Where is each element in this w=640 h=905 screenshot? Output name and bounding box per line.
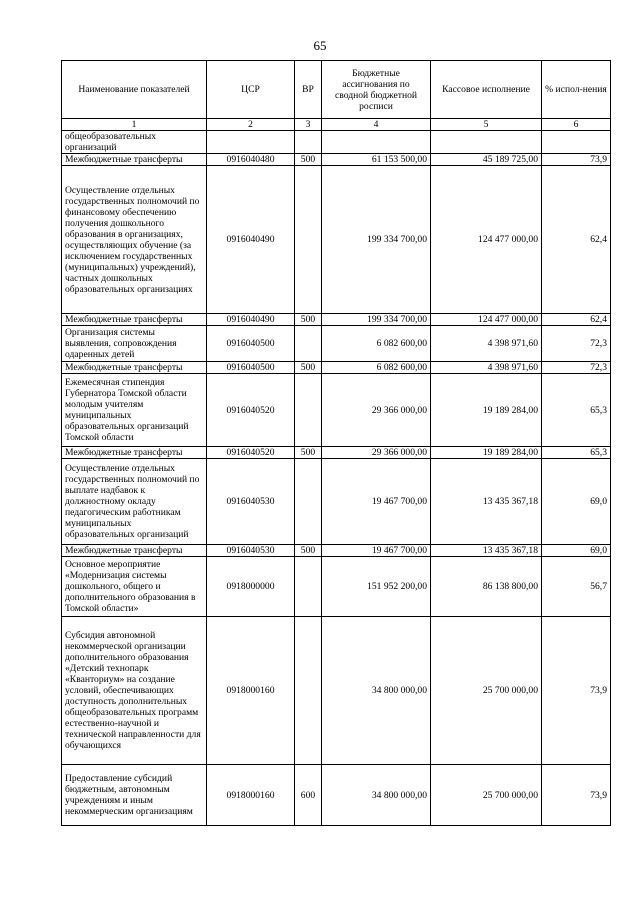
row-name: Межбюджетные трансферты (62, 545, 207, 557)
row-name: Предоставление субсидий бюджетным, автономным учреждениям и иным некоммерческим организациям (62, 765, 207, 826)
row-vr: 500 (295, 362, 322, 374)
row-execution: 4 398 971,60 (431, 362, 542, 374)
row-name: Межбюджетные трансферты (62, 314, 207, 326)
table-row (62, 459, 611, 545)
column-number: 1 (62, 119, 207, 131)
row-csr: 0918000160 (207, 765, 295, 826)
column-number: 4 (322, 119, 431, 131)
row-csr: 0918000000 (207, 557, 295, 617)
row-budget: 29 366 000,00 (322, 374, 431, 447)
table-header-row (62, 61, 611, 119)
row-execution: 19 189 284,00 (431, 374, 542, 447)
row-budget: 61 153 500,00 (322, 154, 431, 166)
row-vr: 500 (295, 314, 322, 326)
table-row (62, 166, 611, 314)
row-budget: 29 366 000,00 (322, 447, 431, 459)
header-percent: % испол-нения (542, 61, 611, 119)
row-budget: 19 467 700,00 (322, 459, 431, 545)
row-percent: 65,3 (542, 374, 611, 447)
header-vr: ВР (295, 61, 322, 119)
row-percent: 65,3 (542, 447, 611, 459)
row-csr: 0916040520 (207, 374, 295, 447)
row-csr: 0916040490 (207, 314, 295, 326)
row-vr (295, 326, 322, 362)
row-csr: 0918000160 (207, 617, 295, 765)
row-csr: 0916040530 (207, 545, 295, 557)
row-budget: 19 467 700,00 (322, 545, 431, 557)
row-percent: 62,4 (542, 314, 611, 326)
row-percent: 73,9 (542, 765, 611, 826)
table-row (62, 326, 611, 362)
row-csr: 0916040490 (207, 166, 295, 314)
row-percent: 73,9 (542, 154, 611, 166)
page-number: 65 (313, 38, 327, 53)
row-vr: 600 (295, 765, 322, 826)
row-name: общеобразовательных организаций (62, 131, 207, 154)
row-budget: 199 334 700,00 (322, 166, 431, 314)
table-row (62, 447, 611, 459)
row-vr (295, 617, 322, 765)
header-name: Наименование показателей (62, 61, 207, 119)
table-row (62, 557, 611, 617)
row-execution: 86 138 800,00 (431, 557, 542, 617)
row-name: Ежемесячная стипендия Губернатора Томской области молодым учителям муниципальных образовательных организаций Томской области (62, 374, 207, 447)
budget-execution-table (61, 60, 611, 826)
table-row (62, 765, 611, 826)
row-execution: 25 700 000,00 (431, 765, 542, 826)
table-row (62, 314, 611, 326)
row-budget (322, 131, 431, 154)
row-percent: 62,4 (542, 166, 611, 314)
row-name: Межбюджетные трансферты (62, 447, 207, 459)
table-row (62, 154, 611, 166)
row-percent: 56,7 (542, 557, 611, 617)
row-execution: 45 189 725,00 (431, 154, 542, 166)
row-vr (295, 557, 322, 617)
row-budget: 34 800 000,00 (322, 765, 431, 826)
row-csr: 0916040520 (207, 447, 295, 459)
row-execution: 124 477 000,00 (431, 166, 542, 314)
row-percent: 69,0 (542, 545, 611, 557)
row-execution: 4 398 971,60 (431, 326, 542, 362)
row-vr: 500 (295, 154, 322, 166)
column-number: 2 (207, 119, 295, 131)
row-vr (295, 374, 322, 447)
row-execution: 25 700 000,00 (431, 617, 542, 765)
row-execution (431, 131, 542, 154)
column-number: 3 (295, 119, 322, 131)
row-execution: 19 189 284,00 (431, 447, 542, 459)
row-budget: 6 082 600,00 (322, 326, 431, 362)
row-percent: 73,9 (542, 617, 611, 765)
row-budget: 34 800 000,00 (322, 617, 431, 765)
row-name: Организация системы выявления, сопровождения одаренных детей (62, 326, 207, 362)
row-vr (295, 459, 322, 545)
row-csr: 0916040530 (207, 459, 295, 545)
column-number: 6 (542, 119, 611, 131)
row-execution: 13 435 367,18 (431, 459, 542, 545)
header-execution: Кассовое исполнение (431, 61, 542, 119)
row-name: Межбюджетные трансферты (62, 362, 207, 374)
row-csr: 0916040500 (207, 326, 295, 362)
row-vr: 500 (295, 447, 322, 459)
table-row (62, 362, 611, 374)
row-csr (207, 131, 295, 154)
table-row (62, 617, 611, 765)
row-budget: 6 082 600,00 (322, 362, 431, 374)
table-row (62, 131, 611, 154)
row-execution: 124 477 000,00 (431, 314, 542, 326)
row-execution: 13 435 367,18 (431, 545, 542, 557)
header-budget: Бюджетные ассигнования по сводной бюджетной росписи (322, 61, 431, 119)
table-row (62, 374, 611, 447)
row-vr: 500 (295, 545, 322, 557)
column-number-row (62, 119, 611, 131)
column-number: 5 (431, 119, 542, 131)
row-budget: 199 334 700,00 (322, 314, 431, 326)
row-name: Межбюджетные трансферты (62, 154, 207, 166)
row-name: Основное мероприятие «Модернизация системы дошкольного, общего и дополнительного образования в Томской области» (62, 557, 207, 617)
row-vr (295, 166, 322, 314)
row-csr: 0916040500 (207, 362, 295, 374)
header-csr: ЦСР (207, 61, 295, 119)
row-percent: 72,3 (542, 362, 611, 374)
row-budget: 151 952 200,00 (322, 557, 431, 617)
row-percent: 69,0 (542, 459, 611, 545)
row-percent: 72,3 (542, 326, 611, 362)
row-name: Осуществление отдельных государственных полномочий по выплате надбавок к должностному окладу педагогическим работникам муниципальных образовательных организаций (62, 459, 207, 545)
row-percent (542, 131, 611, 154)
row-name: Субсидия автономной некоммерческой организации дополнительного образования «Детский технопарк «Кванториум» на создание условий, обеспечивающих доступность дополнительных общеобразовательных программ естественно-научной и технической направленности для обучающихся (62, 617, 207, 765)
row-csr: 0916040480 (207, 154, 295, 166)
row-vr (295, 131, 322, 154)
row-name: Осуществление отдельных государственных полномочий по финансовому обеспечению получения дошкольного образования в организациях, осуществляющих обучение (за исключением государственных (муниципальных) учреждений), частных дошкольных образовательных организациях (62, 166, 207, 314)
table-row (62, 545, 611, 557)
